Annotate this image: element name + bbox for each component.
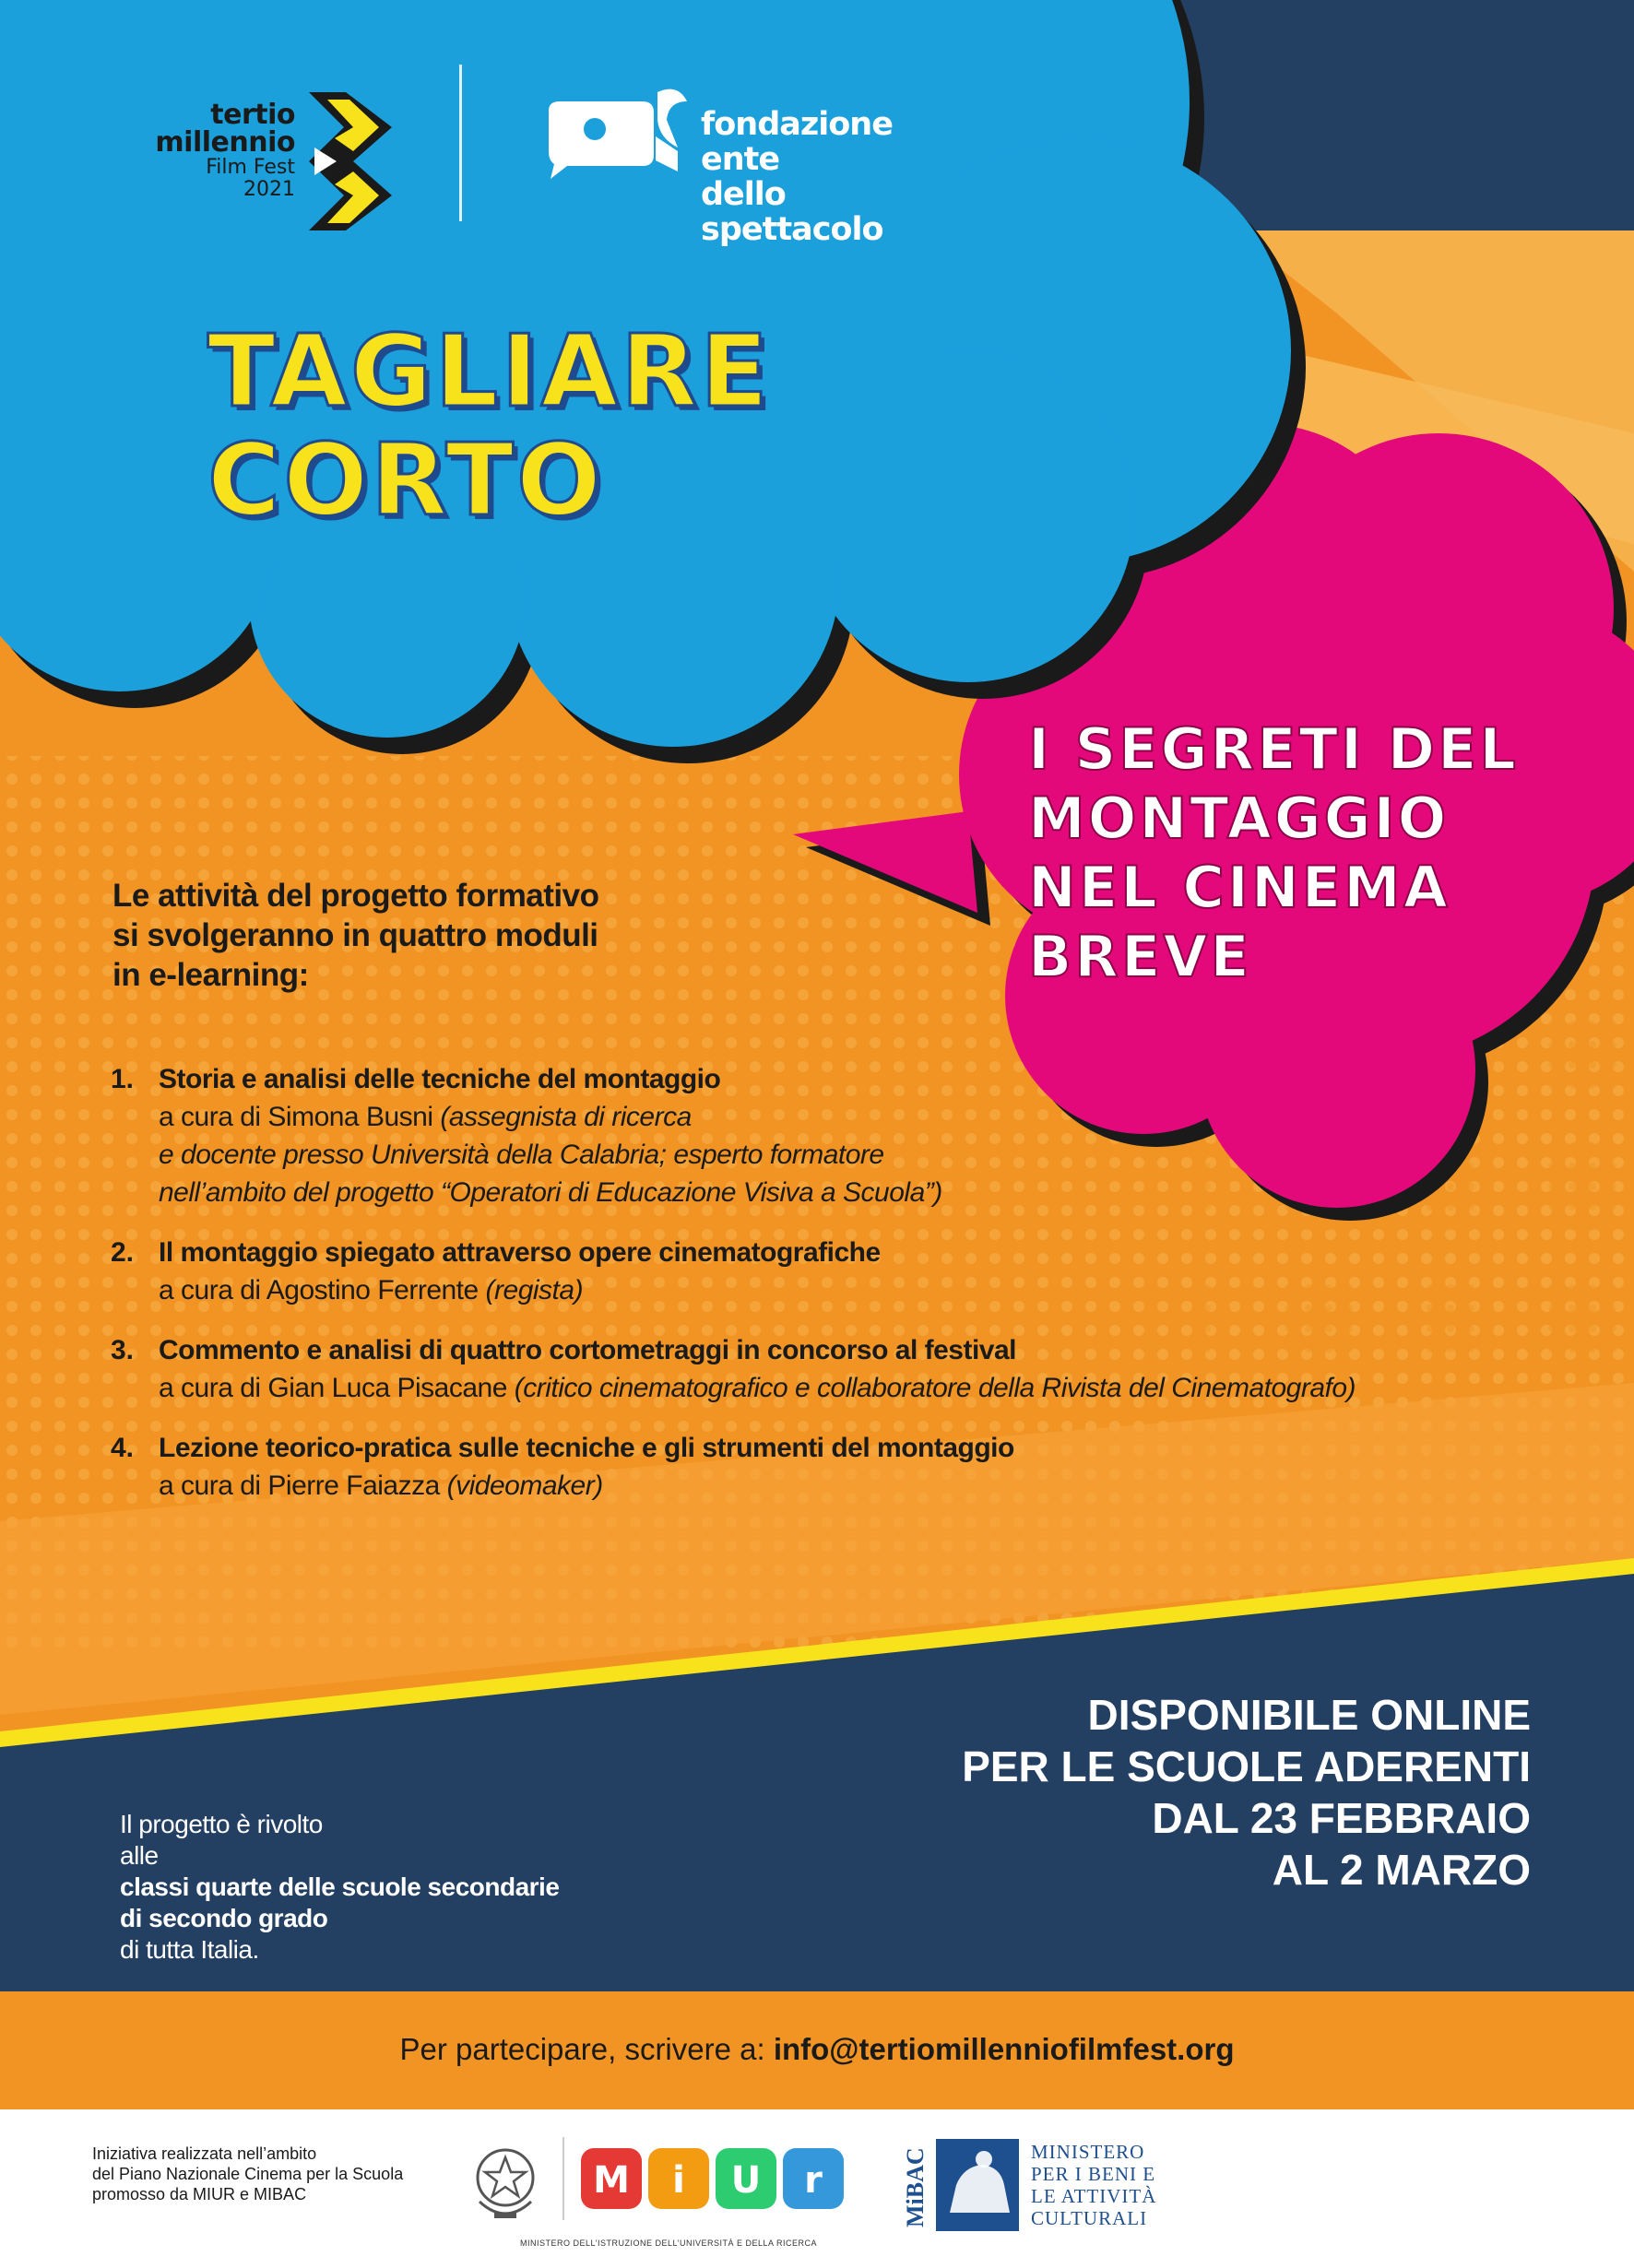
- title-line1: TAGLIARE: [207, 314, 772, 430]
- subtitle-line2: MONTAGGIO: [1028, 785, 1450, 852]
- module-curator: a cura di Simona Busni: [159, 1102, 441, 1132]
- module-curator-role: (critico cinematografico e collaboratore della Rivista del Cinematografo): [514, 1373, 1356, 1403]
- module-item-2: [111, 1234, 1549, 1309]
- subtitle-line3: NEL CINEMA: [1028, 854, 1450, 921]
- module-item-3: [111, 1331, 1549, 1407]
- module-title: Lezione teorico-pratica sulle tecniche e gli strumenti del montaggio: [159, 1433, 1014, 1463]
- miur-letter-r: r: [804, 2159, 823, 2202]
- availability-line3: DAL 23 FEBBRAIO: [1152, 1794, 1531, 1842]
- module-credit-line2: [159, 1136, 1549, 1174]
- module-title: Commento e analisi di quattro cortometraggi in concorso al festival: [159, 1335, 1017, 1365]
- module-number: 4.: [111, 1433, 135, 1463]
- miur-letter-u: U: [730, 2159, 762, 2202]
- credit-line2: del Piano Nazionale Cinema per la Scuola: [92, 2165, 404, 2183]
- module-item-4: [111, 1429, 1549, 1505]
- module-curator-role: (assegnista di ricerca: [440, 1102, 692, 1132]
- target-line2-plain: alle: [120, 1841, 159, 1870]
- module-number: 3.: [111, 1335, 135, 1365]
- italian-republic-emblem-icon: [468, 2137, 542, 2226]
- miur-letter-i: i: [672, 2159, 685, 2202]
- contact-line: [0, 2031, 1634, 2068]
- module-credit-line1: [159, 1098, 1549, 1136]
- module-curator: a cura di Pierre Faiazza: [159, 1471, 447, 1501]
- availability-line2: PER LE SCUOLE ADERENTI: [962, 1742, 1531, 1790]
- poster-subtitle: [1028, 715, 1519, 991]
- year-line: 2021: [243, 178, 295, 201]
- logo-divider: [459, 65, 462, 221]
- footer-credit: [92, 2144, 443, 2204]
- availability-notice: [959, 1689, 1531, 1896]
- mibac-line2: PER I BENI E: [1031, 2163, 1156, 2185]
- target-line3-bold: di secondo grado: [120, 1904, 328, 1932]
- tertio-millennio-wordmark: [155, 101, 295, 201]
- module-credit-line1: [159, 1467, 1549, 1505]
- millennio-line: millennio: [155, 126, 295, 159]
- miur-logo-icon: [576, 2141, 853, 2215]
- title-line2: CORTO: [207, 423, 604, 538]
- module-curator: a cura di Agostino Ferrente: [159, 1275, 486, 1305]
- tertio-line: tertio: [210, 99, 295, 131]
- target-line2-bold: classi quarte delle scuole secondarie: [120, 1872, 560, 1901]
- tertio-millennio-b-mark-icon: [309, 92, 397, 230]
- miur-caption: MINISTERO DELL’ISTRUZIONE DELL’UNIVERSITÀ E DELLA RICERCA: [519, 2238, 818, 2248]
- tertio-millennio-logo: [138, 92, 397, 230]
- subtitle-line4: BREVE: [1028, 923, 1252, 990]
- module-title: Storia e analisi delle tecniche del montaggio: [159, 1064, 721, 1094]
- mibac-line1: MINISTERO: [1031, 2141, 1145, 2163]
- intro-paragraph: [112, 876, 703, 995]
- intro-line3: in e-learning:: [112, 957, 309, 993]
- intro-line2: si svolgeranno in quattro moduli: [112, 917, 598, 953]
- module-number: 2.: [111, 1237, 135, 1268]
- fondazione-line1: fondazione ente: [701, 106, 893, 178]
- module-curator-role-3: nell’ambito del progetto “Operatori di Educazione Visiva a Scuola”): [159, 1177, 942, 1208]
- module-number: 1.: [111, 1064, 135, 1094]
- mibac-line4: CULTURALI: [1031, 2207, 1148, 2229]
- navy-corner: [1153, 0, 1634, 230]
- target-line3: [120, 1903, 692, 1966]
- credit-line3: promosso da MIUR e MIBAC: [92, 2185, 307, 2203]
- fondazione-wordmark: [701, 107, 973, 247]
- module-credit-line1: [159, 1271, 1549, 1309]
- modules-list: [111, 1060, 1549, 1527]
- target-line2: [120, 1840, 692, 1903]
- footer-divider: [562, 2137, 564, 2220]
- fondazione-line2: dello spettacolo: [701, 176, 883, 248]
- module-curator-role: (regista): [485, 1275, 584, 1305]
- module-curator-role: (videomaker): [446, 1471, 603, 1501]
- mibac-wordmark: [1031, 2141, 1243, 2229]
- module-item-1: [111, 1060, 1549, 1211]
- target-audience: [120, 1809, 692, 1966]
- availability-line4: AL 2 MARZO: [1272, 1846, 1531, 1894]
- module-credit-line1: [159, 1369, 1549, 1407]
- subtitle-line1: I SEGRETI DEL: [1028, 715, 1519, 783]
- credit-line1: Iniziativa realizzata nell’ambito: [92, 2144, 317, 2163]
- contact-label: Per partecipare, scrivere a:: [399, 2032, 774, 2066]
- poster-title: [207, 314, 772, 538]
- availability-line1: DISPONIBILE ONLINE: [1087, 1691, 1531, 1739]
- contact-email-link[interactable]: info@tertiomillenniofilmfest.org: [773, 2032, 1235, 2066]
- mibac-logo-icon: [899, 2139, 1019, 2231]
- film-fest-line: Film Fest: [206, 156, 295, 179]
- miur-letter-m: M: [593, 2159, 630, 2202]
- module-title: Il montaggio spiegato attraverso opere cinematografiche: [159, 1237, 881, 1268]
- module-curator-role-2: e docente presso Università della Calabria; esperto formatore: [159, 1140, 884, 1170]
- module-credit-line3: [159, 1174, 1549, 1211]
- target-line1: Il progetto è rivolto: [120, 1810, 323, 1838]
- mibac-vertical-mark: MiBAC: [902, 2147, 929, 2227]
- module-curator: a cura di Gian Luca Pisacane: [159, 1373, 515, 1403]
- fondazione-ente-spettacolo-mark-icon: [539, 83, 692, 194]
- fondazione-logo: [539, 83, 973, 248]
- intro-line1: Le attività del progetto formativo: [112, 878, 599, 914]
- target-line3-plain: di tutta Italia.: [120, 1935, 259, 1964]
- mibac-line3: LE ATTIVITÀ: [1031, 2185, 1157, 2207]
